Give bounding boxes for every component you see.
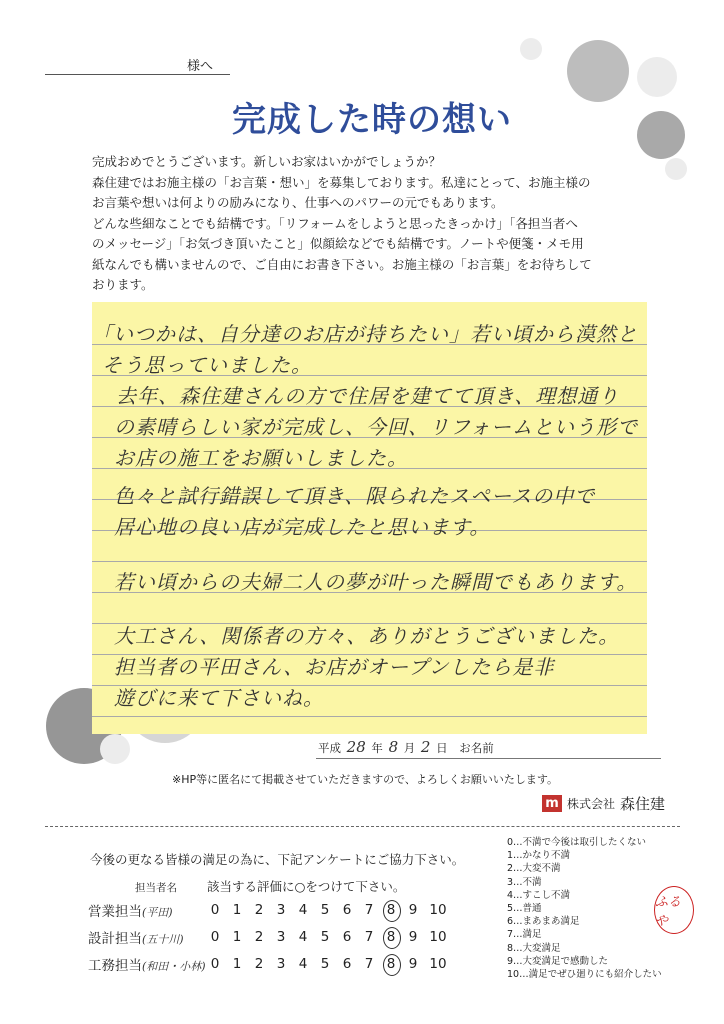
rating-option[interactable]: 4 [298,929,308,945]
intro-line: おります。 [92,277,154,292]
row-label: 営業担当 [88,904,142,920]
handwritten-line: 居心地の良い店が完成したと思います。 [114,515,491,539]
rating-option[interactable]: 1 [232,929,242,945]
staff-name: (平田) [142,906,173,919]
handwritten-note-area [92,302,647,734]
handwritten-line: そう思っていました。 [102,353,312,377]
rating-option[interactable]: 0 [210,929,220,945]
survey-row-sales [88,899,452,921]
rating-option[interactable]: 10 [429,956,447,972]
row-label: 工務担当 [88,958,142,974]
rating-option-selected[interactable]: 8 [380,929,402,945]
hp-notice: ※HP等に匿名にて掲載させていただきますので、よろしくお願いいたします。 [172,773,559,786]
decor-circle [520,38,542,60]
signature-date-row [318,738,494,756]
rating-option[interactable]: 3 [276,902,286,918]
rating-option[interactable]: 10 [429,902,447,918]
rating-option[interactable]: 1 [232,956,242,972]
row-label: 設計担当 [88,931,142,947]
ruled-line [92,561,647,562]
handwritten-line: 去年、森住建さんの方で住居を建てて頂き、理想通り [116,384,620,408]
survey-row-construction [88,953,452,975]
rating-option[interactable]: 4 [298,902,308,918]
handwritten-line: 担当者の平田さん、お店がオープンしたら是非 [114,655,555,679]
rating-option[interactable]: 9 [408,929,418,945]
intro-line: 完成おめでとうございます。新しいお家はいかがでしょうか？ [92,154,442,169]
intro-text [92,152,632,296]
rating-option[interactable]: 5 [320,956,330,972]
intro-line: お言葉や想いは何よりの励みになり、仕事へのパワーの元でもあります。 [92,195,504,210]
era-label: 平成 [318,741,341,755]
rating-option[interactable]: 3 [276,956,286,972]
legend-item: 5…普通 [507,903,542,915]
rating-option[interactable]: 0 [210,956,220,972]
year-value: 28 [346,738,366,756]
rating-option[interactable]: 9 [408,902,418,918]
decor-circle [100,734,130,764]
intro-line: 紙なんでも構いませんので、ご自由にお書き下さい。お施主様の「お言葉」をお待ちして [92,256,592,272]
staff-name: (五十川) [142,933,184,946]
company-prefix: 株式会社 [567,797,616,811]
rating-legend [507,836,662,981]
rating-option[interactable]: 7 [364,956,374,972]
decor-circle [637,111,685,159]
legend-item: 3…不満 [507,876,542,888]
signature-line [316,758,661,759]
legend-item: 1…かなり不満 [507,850,571,862]
rating-scale[interactable] [204,956,452,972]
rating-option[interactable]: 5 [320,929,330,945]
survey-title: 今後の更なる皆様の満足の為に、下記アンケートにご協力下さい。 [90,852,465,867]
page-title: 完成した時の想い [232,100,512,140]
ruled-line [92,716,647,717]
rating-option[interactable]: 10 [429,929,447,945]
rating-option-selected[interactable]: 8 [380,902,402,918]
month-unit: 月 [403,741,416,755]
handwritten-line: 大工さん、関係者の方々、ありがとうございました。 [114,624,620,648]
survey-row-design [88,926,452,948]
legend-item: 9…大変満足で感動した [507,955,609,967]
recipient-name-line [45,74,230,75]
legend-item: 8…大変満足 [507,942,561,954]
intro-line: どんな些細なことでも結構です。「リフォームをしようと思ったきっかけ」「各担当者へ [92,215,578,231]
month-value: 8 [388,738,399,756]
rating-option[interactable]: 2 [254,929,264,945]
rating-option[interactable]: 1 [232,902,242,918]
legend-item: 4…すこし不満 [507,889,571,901]
rating-scale[interactable] [204,902,452,918]
company-block [542,793,665,814]
handwritten-line: の素晴らしい家が完成し、今回、リフォームという形で [114,415,638,439]
company-logo-icon: m [542,795,562,812]
legend-item: 0…不満で今後は取引したくない [507,837,647,848]
handwritten-line: 遊びに来て下さいね。 [114,686,324,710]
legend-item: 6…まあまあ満足 [507,916,580,928]
company-name: 森住建 [620,795,666,813]
handwritten-line: 色々と試行錯誤して頂き、限られたスペースの中で [114,484,596,508]
rating-option[interactable]: 2 [254,902,264,918]
decor-circle [665,158,687,180]
section-divider [45,826,680,827]
handwritten-line: 若い頃からの夫婦二人の夢が叶った瞬間でもあります。 [114,570,638,594]
survey-instruction: 該当する評価に○をつけて下さい。 [207,879,406,894]
rating-option[interactable]: 7 [364,902,374,918]
intro-line: のメッセージ」「お気づき頂いたこと」似顔絵などでも結構です。ノートや便箋・メモ用 [92,236,584,251]
staff-name: (和田・小林) [142,960,206,973]
rating-option[interactable]: 7 [364,929,374,945]
legend-item: 10…満足でぜひ廻りにも紹介したい [507,969,662,981]
rating-scale[interactable] [204,929,452,945]
day-value: 2 [420,738,431,756]
handwritten-line: 「いつかは、自分達のお店が持ちたい」若い頃から漠然と [92,322,638,346]
day-unit: 日 [436,741,448,755]
decor-circle [567,40,629,102]
rating-option[interactable]: 0 [210,902,220,918]
rating-option[interactable]: 6 [342,929,352,945]
rating-option-selected[interactable]: 8 [380,956,402,972]
rating-option[interactable]: 6 [342,902,352,918]
legend-item: 7…満足 [507,929,542,941]
intro-line: 森住建ではお施主様の「お言葉・想い」を募集しております。私達にとって、お施主様の [92,174,591,190]
year-unit: 年 [371,741,383,755]
rating-option[interactable]: 3 [276,929,286,945]
rating-option[interactable]: 5 [320,902,330,918]
recipient-suffix: 様へ [187,59,214,74]
legend-item: 2…大変不満 [507,863,561,875]
rating-option[interactable]: 6 [342,956,352,972]
staff-header: 担当者名 [135,882,177,894]
rating-option[interactable]: 2 [254,956,264,972]
rating-option[interactable]: 4 [298,956,308,972]
name-label: お名前 [459,741,494,755]
handwritten-line: お店の施工をお願いしました。 [114,446,408,470]
decor-circle [637,57,677,97]
name-seal-stamp: ふるや [654,886,694,934]
rating-option[interactable]: 9 [408,956,418,972]
